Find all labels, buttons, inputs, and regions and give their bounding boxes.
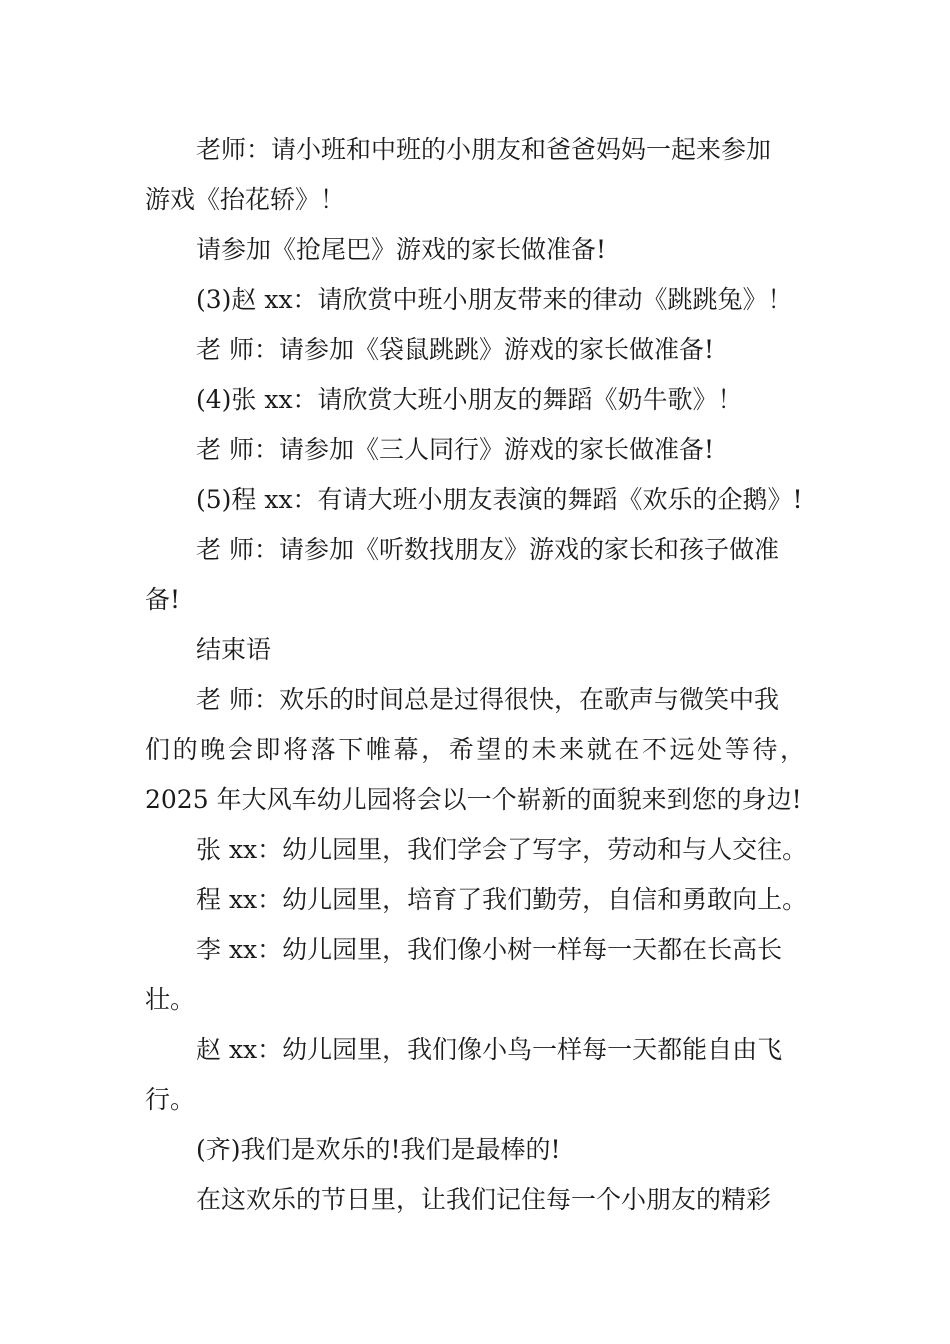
- text-line: (4)张 xx：请欣赏大班小朋友的舞蹈《奶牛歌》！: [196, 385, 743, 414]
- text-line: 游戏《抬花轿》！: [145, 185, 346, 214]
- text-line: 老师：请小班和中班的小朋友和爸爸妈妈一起来参加: [196, 135, 772, 164]
- text-line: 老 师：请参加《三人同行》游戏的家长做准备!: [196, 435, 714, 464]
- text-line: 程 xx：幼儿园里，培育了我们勤劳，自信和勇敢向上。: [196, 885, 808, 914]
- text-line: 备!: [145, 585, 181, 614]
- text-line: 行。: [145, 1085, 196, 1114]
- text-line: 请参加《抢尾巴》游戏的家长做准备!: [196, 235, 607, 264]
- text-line: 壮。: [145, 985, 196, 1014]
- text-line: 2025 年大风车幼儿园将会以一个崭新的面貌来到您的身边!: [145, 785, 802, 814]
- text-line: (齐)我们是欢乐的!我们是最棒的!: [196, 1135, 561, 1164]
- text-line: 们的晚会即将落下帷幕，希望的未来就在不远处等待，: [145, 735, 805, 764]
- text-line: 赵 xx：幼儿园里，我们像小鸟一样每一天都能自由飞: [196, 1035, 783, 1064]
- text-line: 张 xx：幼儿园里，我们学会了写字，劳动和与人交往。: [196, 835, 808, 864]
- text-line: (5)程 xx：有请大班小朋友表演的舞蹈《欢乐的企鹅》!: [196, 485, 803, 514]
- text-line: 老 师：请参加《听数找朋友》游戏的家长和孩子做准: [196, 535, 779, 564]
- text-line: 李 xx：幼儿园里，我们像小树一样每一天都在长高长: [196, 935, 783, 964]
- text-line: 在这欢乐的节日里，让我们记住每一个小朋友的精彩: [196, 1185, 772, 1214]
- text-line: 老 师：欢乐的时间总是过得很快，在歌声与微笑中我: [196, 685, 779, 714]
- section-heading: 结束语: [196, 635, 272, 664]
- text-line: 老 师：请参加《袋鼠跳跳》游戏的家长做准备!: [196, 335, 714, 364]
- text-line: (3)赵 xx：请欣赏中班小朋友带来的律动《跳跳兔》！: [196, 285, 793, 314]
